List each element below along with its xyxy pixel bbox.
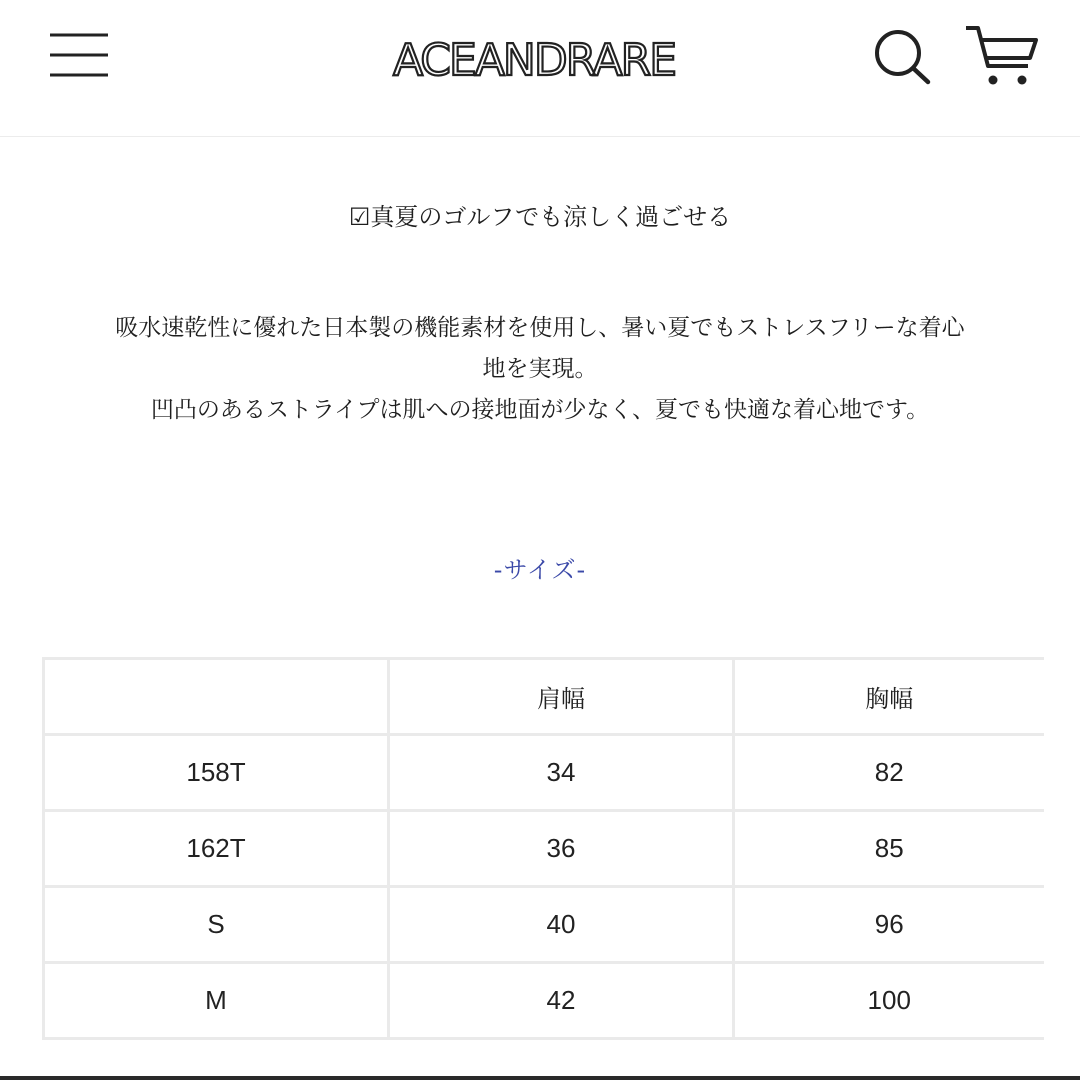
description-line: 凹凸のあるストライプは肌への接地面が少なく、夏でも快適な着心地です。 bbox=[150, 397, 930, 423]
cart-icon bbox=[962, 22, 1042, 88]
table-header-row bbox=[44, 659, 1044, 735]
brand-logo-text: ACEANDRARE bbox=[392, 35, 676, 82]
menu-button[interactable] bbox=[46, 28, 112, 82]
table-cell: 100 bbox=[734, 963, 1044, 1039]
table-header-cell: 胸幅 bbox=[734, 659, 1044, 735]
description-line: 吸水速乾性に優れた日本製の機能素材を使用し、暑い夏でもストレスフリーな着心 bbox=[115, 315, 965, 341]
brand-logo[interactable] bbox=[368, 34, 700, 82]
table-row bbox=[44, 735, 1044, 811]
table-header-cell: 肩幅 bbox=[389, 659, 734, 735]
table-cell: 34 bbox=[389, 735, 734, 811]
search-icon bbox=[870, 26, 932, 88]
search-button[interactable] bbox=[870, 26, 932, 88]
description-line: 地を実現。 bbox=[482, 356, 598, 382]
table-cell: 158T bbox=[44, 735, 389, 811]
table-row bbox=[44, 963, 1044, 1039]
table-cell: 42 bbox=[389, 963, 734, 1039]
table-header-cell bbox=[44, 659, 389, 735]
table-cell: S bbox=[44, 887, 389, 963]
table-row bbox=[44, 811, 1044, 887]
product-description bbox=[0, 308, 1080, 431]
table-cell: 36 bbox=[389, 811, 734, 887]
cart-button[interactable] bbox=[962, 22, 1042, 88]
table-cell: 96 bbox=[734, 887, 1044, 963]
size-section-title: -サイズ- bbox=[493, 556, 587, 584]
menu-icon bbox=[46, 28, 112, 82]
table-cell: 85 bbox=[734, 811, 1044, 887]
size-table bbox=[42, 657, 1044, 1040]
table-cell: M bbox=[44, 963, 389, 1039]
bottom-divider bbox=[0, 1076, 1080, 1080]
table-cell: 82 bbox=[734, 735, 1044, 811]
table-row bbox=[44, 887, 1044, 963]
site-header bbox=[0, 0, 1080, 137]
table-cell: 40 bbox=[389, 887, 734, 963]
feature-title: ☑真夏のゴルフでも涼しく過ごせる bbox=[348, 203, 732, 231]
table-cell: 162T bbox=[44, 811, 389, 887]
